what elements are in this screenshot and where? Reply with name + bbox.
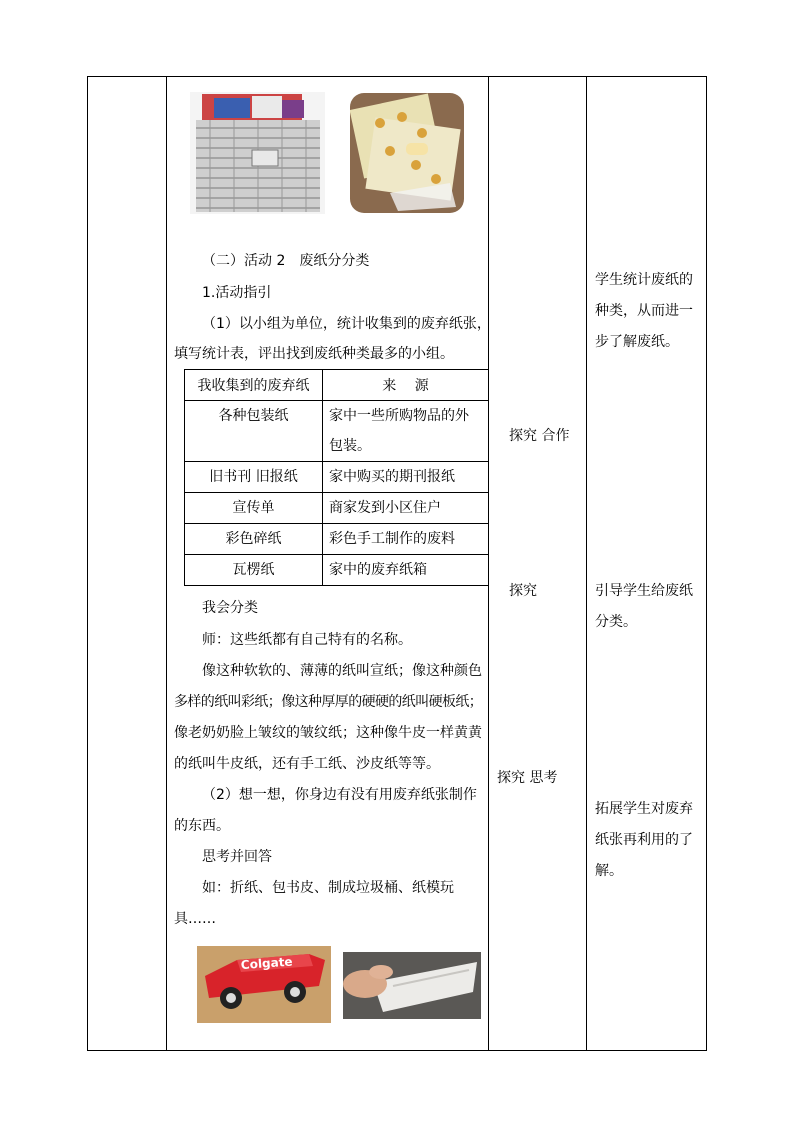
instruction-line-1: （1）以小组为单位，统计收集到的废弃纸张， [202,316,491,332]
method-explore-cooperate: 探究 合作 [509,428,570,444]
paper-cell: 宣传单 [185,493,323,524]
intent-2-line-1: 引导学生给废纸 [595,583,693,599]
table-row [185,401,489,462]
folded-paper-boat-image [343,952,481,1019]
column-divider-1 [166,76,167,1051]
table-row [185,462,489,493]
classify-paragraph-4: 的纸叫牛皮纸，还有手工纸、沙皮纸等等。 [174,756,440,772]
header-source: 来 源 [323,370,489,401]
source-cell: 家中的废弃纸箱 [323,555,489,586]
teacher-line: 师：这些纸都有自己特有的名称。 [202,632,412,648]
table-row [185,493,489,524]
table-row [185,555,489,586]
paper-cell: 旧书刊 旧报纸 [185,462,323,493]
wrapping-paper-image [350,93,464,213]
header-collected-paper: 我收集到的废弃纸 [185,370,323,401]
intent-1-line-1: 学生统计废纸的 [595,272,693,288]
waste-paper-tally-table [184,369,489,586]
classify-paragraph-1: 像这种软软的、薄薄的纸叫宣纸；像这种颜色 [202,663,482,679]
source-cell: 彩色手工制作的废料 [323,524,489,555]
source-cell: 家中购买的期刊报纸 [323,462,489,493]
classify-title: 我会分类 [202,600,258,616]
table-row [185,524,489,555]
table-header-row [185,370,489,401]
guide-title: 1.活动指引 [202,285,272,301]
example-line-1: 如：折纸、包书皮、制成垃圾桶、纸模玩 [202,880,454,896]
think-question-2: 的东西。 [174,818,230,834]
intent-3-line-2: 纸张再利用的了 [595,832,693,848]
car-brand-logo: Colgate [240,954,293,973]
method-explore: 探究 [509,583,537,599]
source-cell: 商家发到小区住户 [323,493,489,524]
intent-1-line-2: 种类，从而进一 [595,303,693,319]
column-divider-3 [586,76,587,1051]
classify-paragraph-2: 多样的纸叫彩纸；像这种厚厚的硬硬的纸叫硬板纸； [174,694,483,710]
method-explore-think: 探究 思考 [497,770,558,786]
intent-3-line-1: 拓展学生对废弃 [595,801,693,817]
example-line-2: 具…… [174,911,216,927]
paper-cell: 彩色碎纸 [185,524,323,555]
paper-cell: 各种包装纸 [185,401,323,462]
answer-title: 思考并回答 [202,849,272,865]
intent-2-line-2: 分类。 [595,614,637,630]
paper-cell: 瓦楞纸 [185,555,323,586]
classify-paragraph-3: 像老奶奶脸上皱纹的皱纹纸；这种像牛皮一样黄黄 [174,725,482,741]
intent-1-line-3: 步了解废纸。 [595,334,679,350]
think-question-1: （2）想一想，你身边有没有用废弃纸张制作 [202,787,477,803]
instruction-line-2: 填写统计表，评出找到废纸种类最多的小组。 [174,346,454,362]
paper-toy-car-image [197,946,331,1023]
intent-3-line-3: 解。 [595,863,623,879]
activity-heading: （二）活动 2 废纸分分类 [202,253,370,269]
newspaper-basket-image [190,92,325,214]
source-cell: 家中一些所购物品的外 包装。 [323,401,489,462]
